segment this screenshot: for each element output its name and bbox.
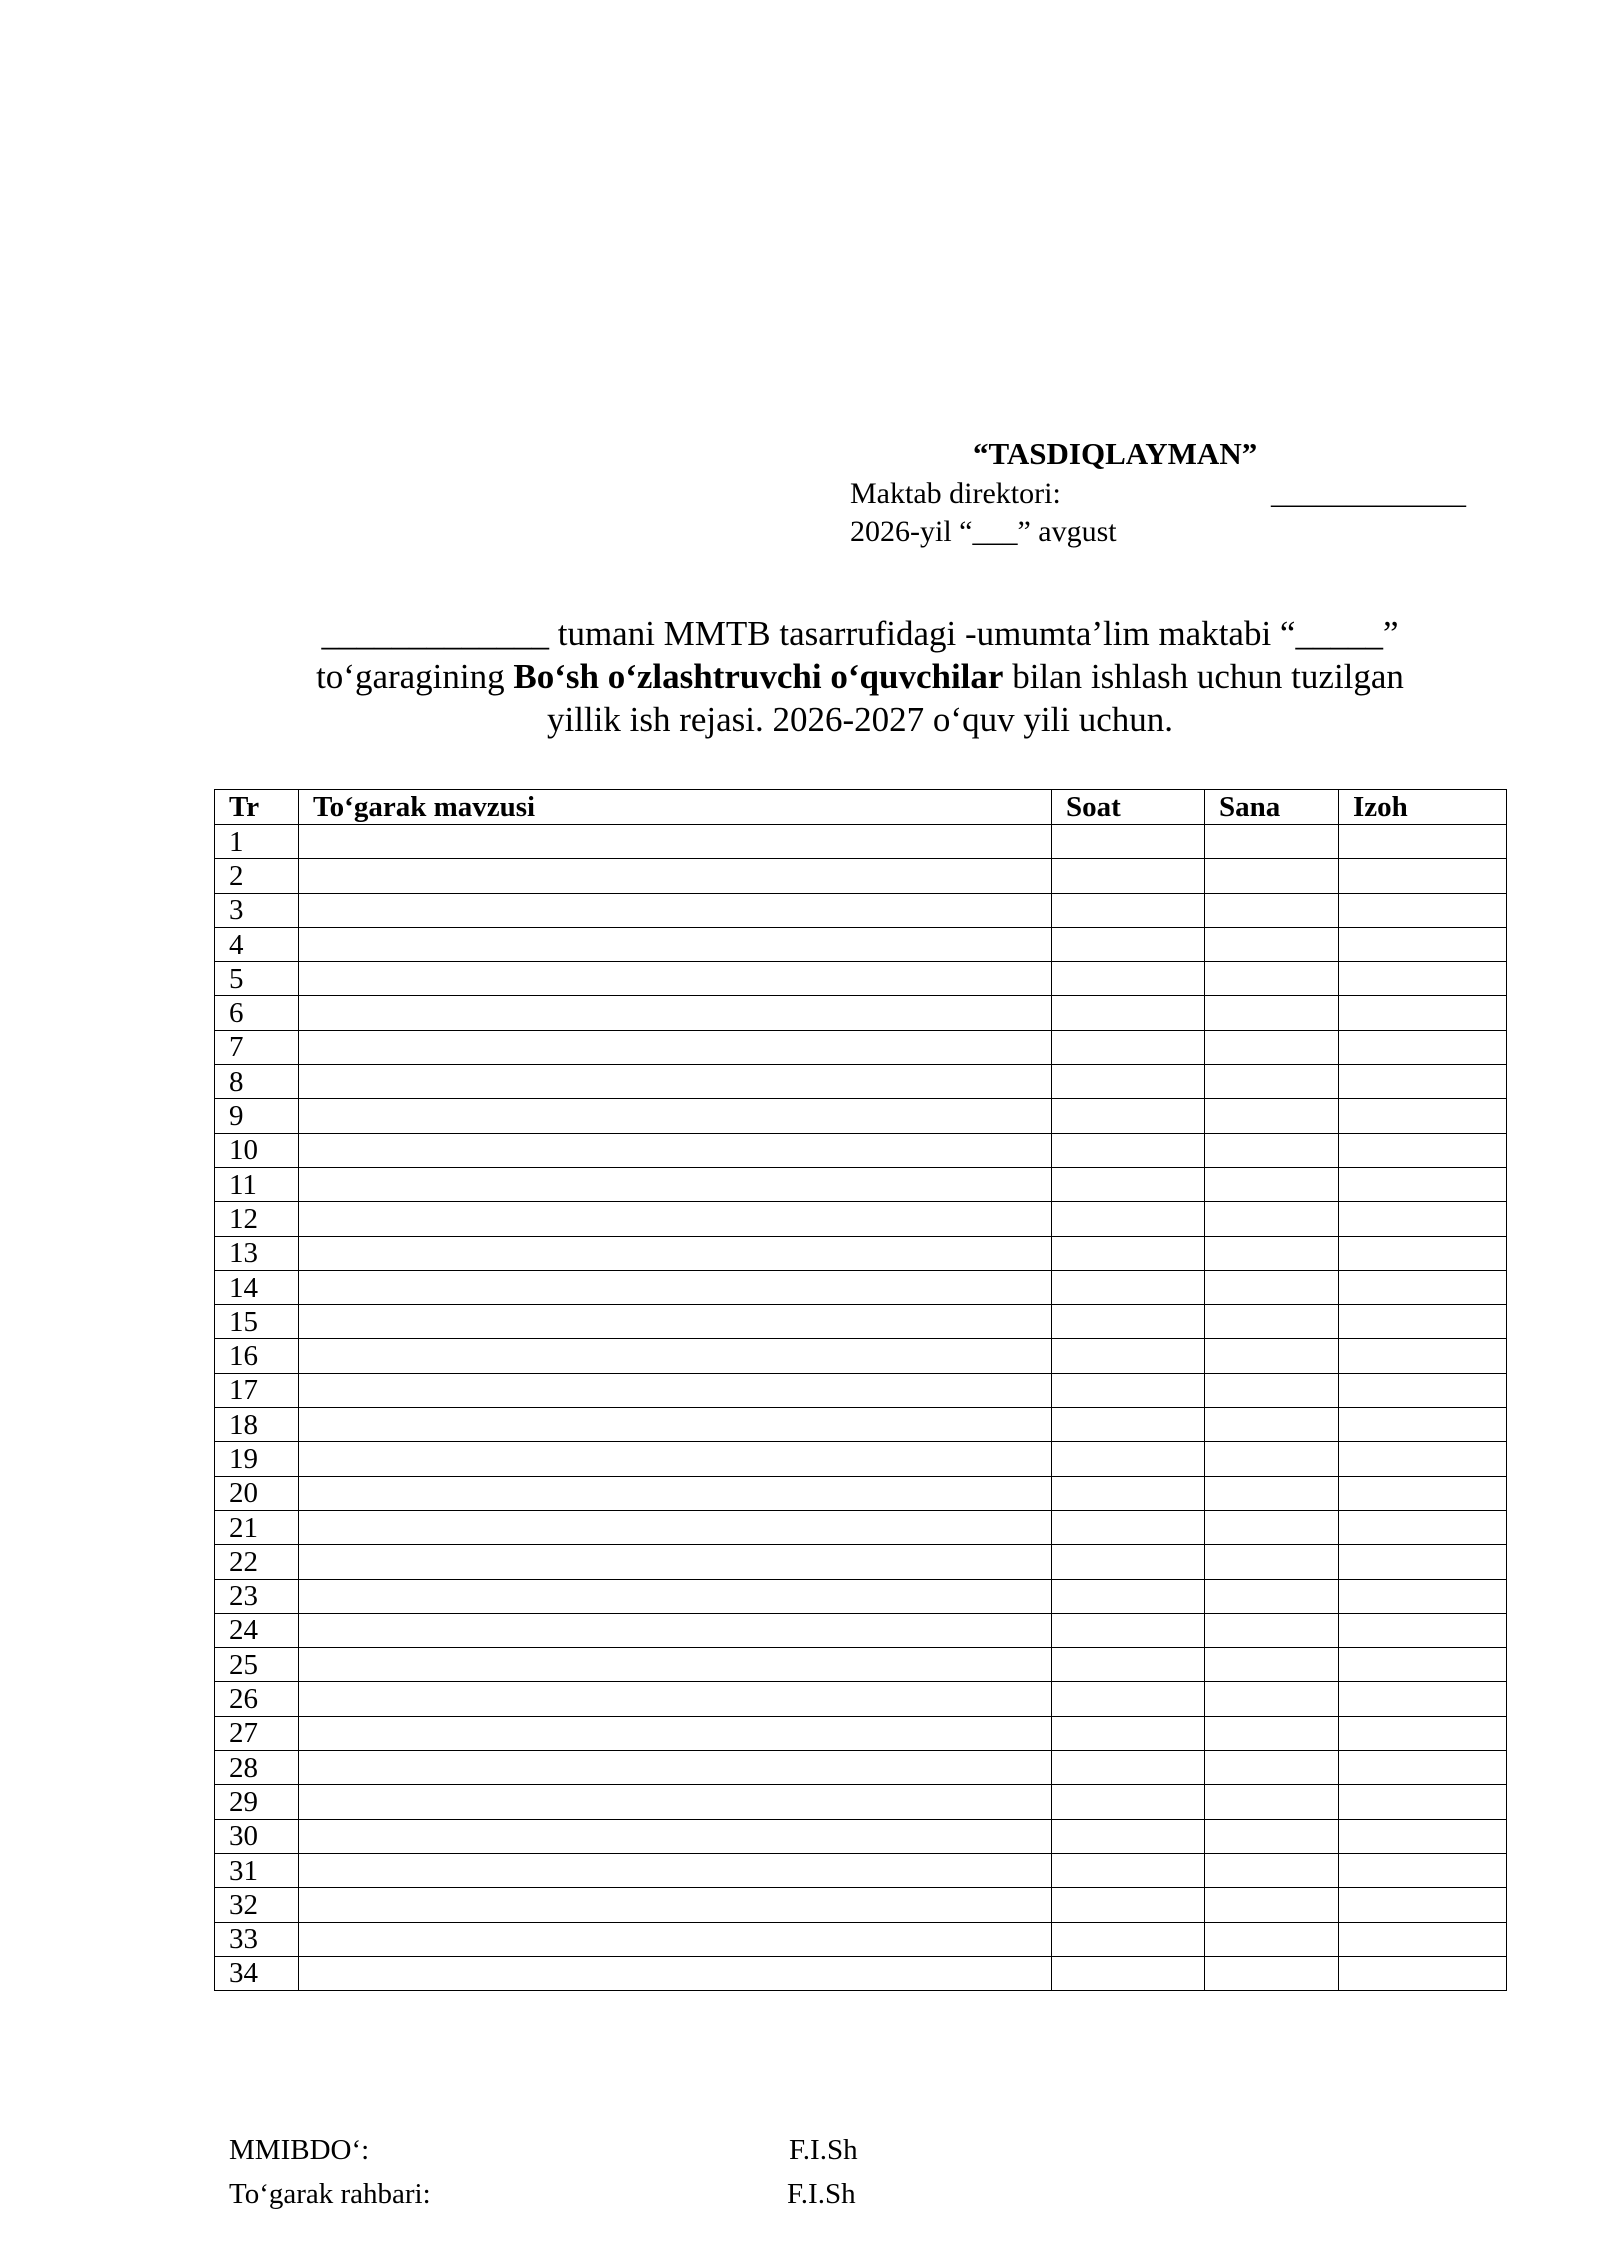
date-cell[interactable] — [1205, 1408, 1339, 1442]
date-cell[interactable] — [1205, 927, 1339, 961]
date-cell[interactable] — [1205, 1030, 1339, 1064]
date-cell[interactable] — [1205, 1648, 1339, 1682]
date-cell[interactable] — [1205, 1579, 1339, 1613]
title-line-3: yillik ish rejasi. 2026-2027 o‘quv yili uchun. — [546, 700, 1174, 739]
row-number-cell: 5 — [215, 962, 299, 996]
hours-cell[interactable] — [1052, 1682, 1205, 1716]
footer-leader-label: To‘garak rahbari: — [229, 2178, 431, 2210]
hours-cell[interactable] — [1052, 1202, 1205, 1236]
row-number-cell: 1 — [215, 825, 299, 859]
row-number-cell: 25 — [215, 1648, 299, 1682]
table-row — [215, 1785, 1507, 1819]
row-number-cell: 3 — [215, 893, 299, 927]
row-number-cell: 6 — [215, 996, 299, 1030]
topic-cell[interactable] — [299, 1339, 1052, 1373]
date-cell[interactable] — [1205, 1202, 1339, 1236]
note-cell[interactable] — [1339, 1133, 1507, 1167]
table-row — [215, 1408, 1507, 1442]
hours-cell[interactable] — [1052, 1545, 1205, 1579]
header-note: Izoh — [1339, 790, 1507, 825]
table-row — [215, 1648, 1507, 1682]
header-date: Sana — [1205, 790, 1339, 825]
director-label: Maktab direktori: — [850, 477, 1061, 510]
hours-cell[interactable] — [1052, 1853, 1205, 1887]
date-cell[interactable] — [1205, 825, 1339, 859]
table-row — [215, 1545, 1507, 1579]
row-number-cell: 23 — [215, 1579, 299, 1613]
row-number-cell: 10 — [215, 1133, 299, 1167]
note-cell[interactable] — [1339, 859, 1507, 893]
table-row — [215, 825, 1507, 859]
row-number-cell: 9 — [215, 1099, 299, 1133]
hours-cell[interactable] — [1052, 1785, 1205, 1819]
date-cell[interactable] — [1205, 1819, 1339, 1853]
date-cell[interactable] — [1205, 1065, 1339, 1099]
table-row — [215, 1065, 1507, 1099]
hours-cell[interactable] — [1052, 1819, 1205, 1853]
topic-cell[interactable] — [299, 1648, 1052, 1682]
hours-cell[interactable] — [1052, 1888, 1205, 1922]
table-row — [215, 1613, 1507, 1647]
title-bold-phrase: Bo‘sh o‘zlashtruvchi o‘quvchilar — [513, 657, 1004, 696]
row-number-cell: 22 — [215, 1545, 299, 1579]
date-cell[interactable] — [1205, 1305, 1339, 1339]
hours-cell[interactable] — [1052, 1579, 1205, 1613]
note-cell[interactable] — [1339, 1373, 1507, 1407]
hours-cell[interactable] — [1052, 1956, 1205, 1990]
table-row — [215, 1133, 1507, 1167]
note-cell[interactable] — [1339, 1545, 1507, 1579]
date-cell[interactable] — [1205, 1682, 1339, 1716]
hours-cell[interactable] — [1052, 1922, 1205, 1956]
note-cell[interactable] — [1339, 1922, 1507, 1956]
date-cell[interactable] — [1205, 1545, 1339, 1579]
table-header-row — [215, 790, 1507, 825]
row-number-cell: 27 — [215, 1716, 299, 1750]
title-line-2 — [200, 655, 1520, 698]
table-row — [215, 996, 1507, 1030]
date-cell[interactable] — [1205, 1922, 1339, 1956]
approval-date: 2026-yil “___” avgust — [850, 515, 1117, 548]
topic-cell[interactable] — [299, 1442, 1052, 1476]
footer-mmibdo-label: MMIBDO‘: — [229, 2134, 370, 2166]
plan-table — [214, 789, 1507, 1991]
note-cell[interactable] — [1339, 1716, 1507, 1750]
document-title — [200, 612, 1520, 741]
topic-cell[interactable] — [299, 1613, 1052, 1647]
note-cell[interactable] — [1339, 825, 1507, 859]
topic-cell[interactable] — [299, 1133, 1052, 1167]
row-number-cell: 30 — [215, 1819, 299, 1853]
date-cell[interactable] — [1205, 1613, 1339, 1647]
topic-cell[interactable] — [299, 1167, 1052, 1201]
hours-cell[interactable] — [1052, 1065, 1205, 1099]
topic-cell[interactable] — [299, 1888, 1052, 1922]
hours-cell[interactable] — [1052, 825, 1205, 859]
hours-cell[interactable] — [1052, 1476, 1205, 1510]
table-row — [215, 1202, 1507, 1236]
table-row — [215, 1888, 1507, 1922]
hours-cell[interactable] — [1052, 1613, 1205, 1647]
row-number-cell: 15 — [215, 1305, 299, 1339]
hours-cell[interactable] — [1052, 1442, 1205, 1476]
hours-cell[interactable] — [1052, 1270, 1205, 1304]
table-row — [215, 962, 1507, 996]
date-cell[interactable] — [1205, 1442, 1339, 1476]
row-number-cell: 28 — [215, 1751, 299, 1785]
date-cell[interactable] — [1205, 1785, 1339, 1819]
row-number-cell: 13 — [215, 1236, 299, 1270]
note-cell[interactable] — [1339, 996, 1507, 1030]
topic-cell[interactable] — [299, 1270, 1052, 1304]
topic-cell[interactable] — [299, 1956, 1052, 1990]
topic-cell[interactable] — [299, 1785, 1052, 1819]
date-cell[interactable] — [1205, 1133, 1339, 1167]
note-cell[interactable] — [1339, 1339, 1507, 1373]
date-cell[interactable] — [1205, 1510, 1339, 1544]
row-number-cell: 31 — [215, 1853, 299, 1887]
table-row — [215, 1579, 1507, 1613]
note-cell[interactable] — [1339, 1167, 1507, 1201]
date-cell[interactable] — [1205, 1339, 1339, 1373]
row-number-cell: 20 — [215, 1476, 299, 1510]
table-row — [215, 1305, 1507, 1339]
note-cell[interactable] — [1339, 1099, 1507, 1133]
topic-cell[interactable] — [299, 1510, 1052, 1544]
footer-mmibdo-name: F.I.Sh — [789, 2134, 858, 2166]
table-row — [215, 859, 1507, 893]
date-cell[interactable] — [1205, 1956, 1339, 1990]
note-cell[interactable] — [1339, 1408, 1507, 1442]
header-hours: Soat — [1052, 790, 1205, 825]
table-row — [215, 1510, 1507, 1544]
topic-cell[interactable] — [299, 1476, 1052, 1510]
table-body — [215, 825, 1507, 1991]
note-cell[interactable] — [1339, 1305, 1507, 1339]
note-cell[interactable] — [1339, 1751, 1507, 1785]
date-cell[interactable] — [1205, 1167, 1339, 1201]
table-row — [215, 1716, 1507, 1750]
table-row — [215, 1339, 1507, 1373]
table-row — [215, 1236, 1507, 1270]
row-number-cell: 34 — [215, 1956, 299, 1990]
table-row — [215, 1373, 1507, 1407]
note-cell[interactable] — [1339, 1613, 1507, 1647]
hours-cell[interactable] — [1052, 996, 1205, 1030]
note-cell[interactable] — [1339, 1648, 1507, 1682]
topic-cell[interactable] — [299, 1305, 1052, 1339]
row-number-cell: 16 — [215, 1339, 299, 1373]
hours-cell[interactable] — [1052, 1716, 1205, 1750]
row-number-cell: 14 — [215, 1270, 299, 1304]
hours-cell[interactable] — [1052, 1751, 1205, 1785]
date-cell[interactable] — [1205, 996, 1339, 1030]
date-cell[interactable] — [1205, 1476, 1339, 1510]
hours-cell[interactable] — [1052, 1373, 1205, 1407]
footer-leader-name: F.I.Sh — [787, 2178, 856, 2210]
topic-cell[interactable] — [299, 1682, 1052, 1716]
date-cell[interactable] — [1205, 859, 1339, 893]
note-cell[interactable] — [1339, 1888, 1507, 1922]
topic-cell[interactable] — [299, 1716, 1052, 1750]
topic-cell[interactable] — [299, 1408, 1052, 1442]
topic-cell[interactable] — [299, 1853, 1052, 1887]
row-number-cell: 21 — [215, 1510, 299, 1544]
hours-cell[interactable] — [1052, 1305, 1205, 1339]
date-cell[interactable] — [1205, 962, 1339, 996]
note-cell[interactable] — [1339, 927, 1507, 961]
signature-blank: _____________ — [1271, 477, 1466, 510]
table-row — [215, 1853, 1507, 1887]
note-cell[interactable] — [1339, 1956, 1507, 1990]
row-number-cell: 8 — [215, 1065, 299, 1099]
title-line-2-start: to‘garagining — [316, 657, 514, 696]
note-cell[interactable] — [1339, 1819, 1507, 1853]
table-row — [215, 1682, 1507, 1716]
note-cell[interactable] — [1339, 962, 1507, 996]
note-cell[interactable] — [1339, 1065, 1507, 1099]
note-cell[interactable] — [1339, 1476, 1507, 1510]
note-cell[interactable] — [1339, 1442, 1507, 1476]
table-row — [215, 1442, 1507, 1476]
hours-cell[interactable] — [1052, 859, 1205, 893]
table-row — [215, 1751, 1507, 1785]
table-row — [215, 1956, 1507, 1990]
title-line-1: _____________ tumani MMTB tasarrufidagi -umumta’lim maktabi “_____” — [321, 614, 1399, 653]
table-row — [215, 1099, 1507, 1133]
topic-cell[interactable] — [299, 825, 1052, 859]
date-cell[interactable] — [1205, 893, 1339, 927]
date-cell[interactable] — [1205, 1236, 1339, 1270]
topic-cell[interactable] — [299, 927, 1052, 961]
topic-cell[interactable] — [299, 1065, 1052, 1099]
row-number-cell: 24 — [215, 1613, 299, 1647]
date-cell[interactable] — [1205, 1853, 1339, 1887]
topic-cell[interactable] — [299, 1579, 1052, 1613]
note-cell[interactable] — [1339, 1510, 1507, 1544]
table-row — [215, 1476, 1507, 1510]
table-row — [215, 1167, 1507, 1201]
hours-cell[interactable] — [1052, 1133, 1205, 1167]
row-number-cell: 19 — [215, 1442, 299, 1476]
row-number-cell: 18 — [215, 1408, 299, 1442]
table-row — [215, 1819, 1507, 1853]
row-number-cell: 32 — [215, 1888, 299, 1922]
hours-cell[interactable] — [1052, 1167, 1205, 1201]
hours-cell[interactable] — [1052, 1408, 1205, 1442]
note-cell[interactable] — [1339, 1270, 1507, 1304]
hours-cell[interactable] — [1052, 893, 1205, 927]
row-number-cell: 4 — [215, 927, 299, 961]
note-cell[interactable] — [1339, 1785, 1507, 1819]
hours-cell[interactable] — [1052, 1236, 1205, 1270]
topic-cell[interactable] — [299, 1751, 1052, 1785]
date-cell[interactable] — [1205, 1373, 1339, 1407]
topic-cell[interactable] — [299, 1236, 1052, 1270]
topic-cell[interactable] — [299, 962, 1052, 996]
topic-cell[interactable] — [299, 1373, 1052, 1407]
approval-title: “TASDIQLAYMAN” — [973, 436, 1258, 471]
topic-cell[interactable] — [299, 1922, 1052, 1956]
date-cell[interactable] — [1205, 1716, 1339, 1750]
row-number-cell: 12 — [215, 1202, 299, 1236]
topic-cell[interactable] — [299, 996, 1052, 1030]
hours-cell[interactable] — [1052, 1099, 1205, 1133]
header-tr: Tr — [215, 790, 299, 825]
row-number-cell: 17 — [215, 1373, 299, 1407]
note-cell[interactable] — [1339, 1030, 1507, 1064]
hours-cell[interactable] — [1052, 1030, 1205, 1064]
row-number-cell: 33 — [215, 1922, 299, 1956]
date-cell[interactable] — [1205, 1270, 1339, 1304]
topic-cell[interactable] — [299, 893, 1052, 927]
note-cell[interactable] — [1339, 1682, 1507, 1716]
date-cell[interactable] — [1205, 1888, 1339, 1922]
note-cell[interactable] — [1339, 1579, 1507, 1613]
topic-cell[interactable] — [299, 1545, 1052, 1579]
hours-cell[interactable] — [1052, 927, 1205, 961]
note-cell[interactable] — [1339, 1853, 1507, 1887]
topic-cell[interactable] — [299, 1202, 1052, 1236]
row-number-cell: 2 — [215, 859, 299, 893]
table-row — [215, 1270, 1507, 1304]
topic-cell[interactable] — [299, 1099, 1052, 1133]
table-row — [215, 893, 1507, 927]
hours-cell[interactable] — [1052, 962, 1205, 996]
note-cell[interactable] — [1339, 893, 1507, 927]
date-cell[interactable] — [1205, 1751, 1339, 1785]
hours-cell[interactable] — [1052, 1510, 1205, 1544]
topic-cell[interactable] — [299, 1030, 1052, 1064]
header-topic: To‘garak mavzusi — [299, 790, 1052, 825]
row-number-cell: 26 — [215, 1682, 299, 1716]
table-row — [215, 1030, 1507, 1064]
date-cell[interactable] — [1205, 1099, 1339, 1133]
note-cell[interactable] — [1339, 1236, 1507, 1270]
topic-cell[interactable] — [299, 859, 1052, 893]
title-line-2-end: bilan ishlash uchun tuzilgan — [1003, 657, 1404, 696]
note-cell[interactable] — [1339, 1202, 1507, 1236]
row-number-cell: 11 — [215, 1167, 299, 1201]
hours-cell[interactable] — [1052, 1339, 1205, 1373]
topic-cell[interactable] — [299, 1819, 1052, 1853]
row-number-cell: 7 — [215, 1030, 299, 1064]
row-number-cell: 29 — [215, 1785, 299, 1819]
hours-cell[interactable] — [1052, 1648, 1205, 1682]
table-row — [215, 927, 1507, 961]
table-row — [215, 1922, 1507, 1956]
